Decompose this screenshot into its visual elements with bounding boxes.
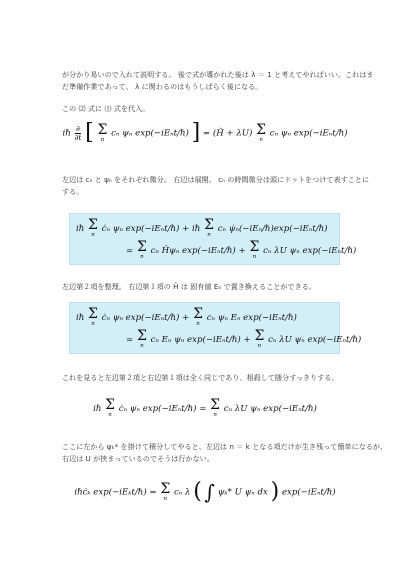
paragraph-integrate: [62, 441, 388, 465]
summation: Σ n: [254, 328, 265, 349]
sum-index: n: [91, 232, 95, 238]
eq-part: ċₙ ψₙ exp(−iEₙt/ℏ) =: [118, 403, 207, 414]
eq-part: iℏ: [76, 223, 85, 234]
paragraph-substitution: [62, 103, 352, 115]
text-line: 左辺第２項を整理。 右辺第１項の Ĥ は 固有値 Eₙ で置き換えることができる。: [62, 283, 316, 291]
eq-part: ψₖ* U ψₙ dx: [217, 487, 268, 498]
eq-part: cₙ λU ψₙ exp(−iEₙt/ℏ): [263, 245, 357, 256]
sum-index: n: [213, 412, 217, 418]
summation: Σ n: [249, 239, 260, 260]
summation: Σ n: [256, 121, 267, 143]
summation: Σ n: [210, 397, 221, 418]
text-line: この ⑵ 式に ⑴ 式を代入。: [62, 105, 150, 113]
summation: Σ n: [88, 306, 98, 327]
paragraph-rearrange: [62, 281, 352, 293]
equation-box-differentiated: [69, 213, 357, 265]
equation-projected: [0, 480, 410, 504]
equation-row: [76, 307, 297, 328]
summation: Σ n: [193, 306, 203, 327]
eq-part: cₙ ψ̇ₙ(−iEₙ/ℏ)exp(−iEₙt/ℏ): [217, 223, 328, 234]
eq-part: cₙ λ: [173, 487, 191, 498]
text-line: ここに左から ψₖ* を掛けて積分してやると、左辺は n ＝ k となる項だけが生き残って簡単になるが、: [62, 443, 388, 451]
sum-index: n: [108, 412, 112, 418]
eq-part: cₙ ψₙ Eₙ exp(−iEₙt/ℏ): [206, 312, 297, 323]
summation: Σ n: [97, 121, 108, 143]
eq-part: cₙ Ĥψₙ exp(−iEₙt/ℏ) +: [150, 245, 246, 256]
text-line: 右辺は U が挟まっているのでそうは行かない。: [62, 455, 214, 463]
eq-part: ċₙ ψₙ exp(−iEₙt/ℏ) + iℏ: [101, 223, 201, 234]
sum-index: n: [259, 136, 263, 143]
right-paren: ): [270, 479, 280, 504]
left-bracket: [: [85, 120, 94, 145]
paragraph-cancel: [62, 372, 352, 384]
left-paren: (: [193, 479, 202, 504]
summation: Σ n: [160, 480, 171, 502]
sum-index: n: [196, 321, 200, 327]
text-line: 左辺は cₙ と ψₙ をそれぞれ微分。 右辺は展開。 cₙ の時間微分は頭にドットをつけて表すことに: [62, 176, 370, 184]
text-line: が分かり易いので入れて説明する。 後で式が導かれた後は λ ＝ 1 と考えてやればいい。これはま: [62, 71, 374, 79]
summation: Σ n: [136, 239, 147, 260]
eq-part: iℏ: [93, 403, 102, 414]
sum-index: n: [140, 254, 144, 260]
eq-part: iℏ: [76, 312, 85, 323]
summation: Σ n: [204, 217, 214, 238]
eq-part: =: [126, 245, 134, 256]
summation: Σ n: [88, 217, 98, 238]
equation-simplified: [0, 398, 410, 419]
sum-index: n: [140, 343, 144, 349]
sum-index: n: [163, 495, 168, 502]
sum-index: n: [257, 343, 262, 349]
equation-row: [126, 240, 356, 261]
eq1-lhs-term: cₙ ψₙ exp(−iEₙt/ℏ): [111, 128, 189, 139]
integral-sign: ∫: [204, 480, 215, 504]
eq-part: cₙ λU ψₙ exp(−iEₙt/ℏ): [223, 403, 317, 414]
eq1-lhs-prefix: iℏ: [62, 128, 71, 139]
equation-row: [126, 329, 361, 350]
sum-index: n: [207, 232, 211, 238]
frac-numerator: ∂: [76, 123, 80, 133]
paragraph-differentiate: [62, 174, 370, 198]
summation: Σ n: [136, 328, 147, 349]
equation-row: [76, 218, 328, 239]
sum-index: n: [100, 136, 105, 143]
eq1-rhs-operator: = (Ĥ + λU): [202, 128, 253, 139]
paragraph-intro: [62, 69, 374, 93]
partial-derivative: [75, 125, 82, 142]
text-line: だ準備作業であって、 λ に関わるのはもうしばらく後になる。: [62, 83, 263, 91]
equation-box-eigenvalue: [69, 302, 362, 354]
eq-part: exp(−iEₙt/ℏ): [281, 487, 336, 498]
sum-index: n: [252, 254, 257, 260]
eq-part: iℏċₖ exp(−iEₖt/ℏ) =: [74, 487, 157, 498]
sum-index: n: [91, 321, 95, 327]
text-line: する。: [62, 188, 84, 196]
right-bracket: ]: [191, 120, 201, 145]
frac-denominator: ∂t: [74, 132, 82, 142]
eq1-rhs-term: cₙ ψₙ exp(−iEₙt/ℏ): [269, 128, 348, 139]
equation-schrodinger-expanded: [0, 122, 410, 144]
eq-part: ċₙ ψₙ exp(−iEₙt/ℏ) +: [101, 312, 190, 323]
summation: Σ n: [105, 397, 116, 418]
text-line: これを見ると左辺第２項と右辺第１項は全く同じであり、相殺して随分すっきりする。: [62, 374, 339, 382]
eq-part: =: [126, 334, 134, 345]
eq-part: cₙ λU ψₙ exp(−iEₙt/ℏ): [268, 334, 362, 345]
eq-part: cₙ Eₙ ψₙ exp(−iEₙt/ℏ) +: [150, 334, 251, 345]
